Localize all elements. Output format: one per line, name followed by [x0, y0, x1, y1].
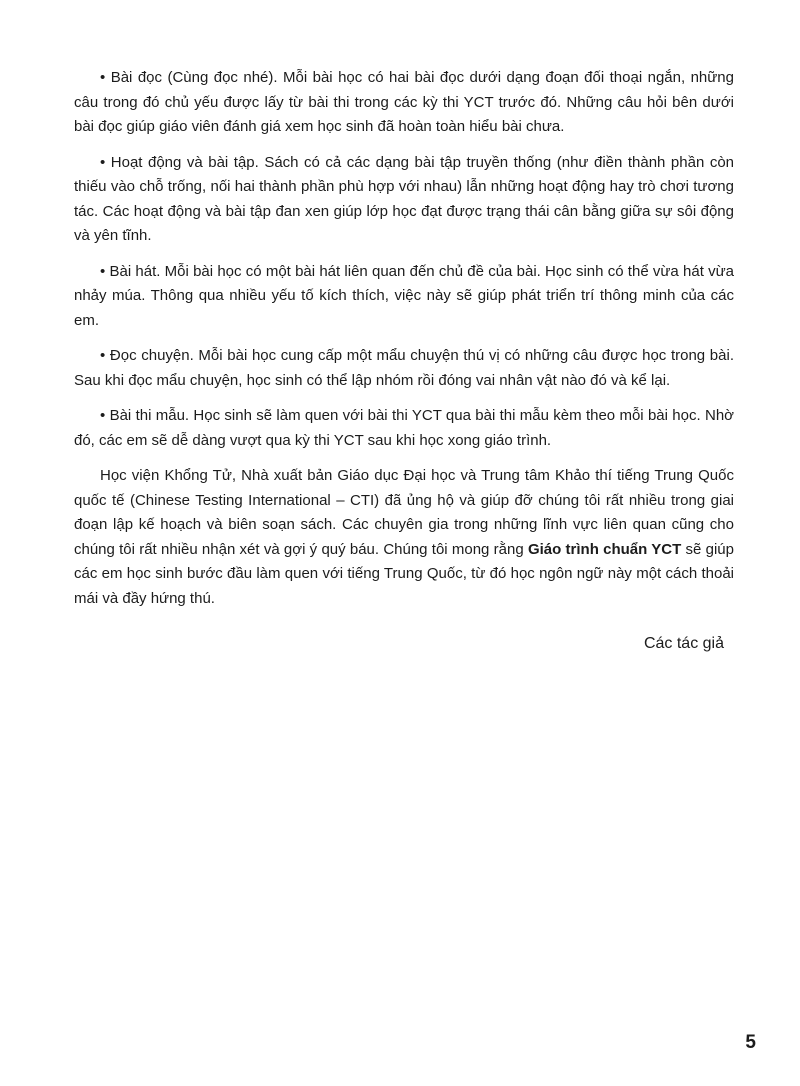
- paragraph-songs: • Bài hát. Mỗi bài học có một bài hát liên quan đến chủ đề của bài. Học sinh có thể vừa hát vừa nhảy múa. Thông qua nhiều yếu tố kích thích, việc này sẽ giúp phát triển trí thông minh của các em.: [74, 262, 734, 329]
- book-title-bold: Giáo trình chuẩn YCT: [527, 540, 682, 558]
- acknowledgement-text-start: Học viện Khổng Tử, Nhà xuất bản Giáo dục Đại học và Trung tâm Khảo thí tiếng Trung Quốc quốc tế (Chinese Testing International – CTI) đã ủng hộ và giúp đỡ chúng tôi rất nhiều trong giai đoạn lập kế hoạch và biên soạn sách. Các chuyên gia trong những lĩnh vực liên quan cũng cho chúng tôi rất nhiều nhận xét và gợi ý quý báu. Chúng tôi mong rằng: [74, 467, 734, 558]
- paragraph-reading: • Bài đọc (Cùng đọc nhé). Mỗi bài học có hai bài đọc dưới dạng đoạn đối thoại ngắn, những câu trong đó chủ yếu được lấy từ bài thi trong các kỳ thi YCT trước đó. Những câu hỏi bên dưới bài đọc giúp giáo viên đánh giá xem học sinh đã hoàn toàn hiểu bài chưa.: [74, 69, 734, 135]
- page-number: 5: [745, 1032, 756, 1053]
- paragraph-stories: • Đọc chuyện. Mỗi bài học cung cấp một mẩu chuyện thú vị có những câu được học trong bài. Sau khi đọc mẩu chuyện, học sinh có thể lập nhóm rồi đóng vai nhân vật nào đó và kể lại.: [74, 347, 734, 389]
- author-signature: Các tác giả: [643, 635, 724, 652]
- acknowledgement-text-end: sẽ giúp các em học sinh bước đầu làm quen với tiếng Trung Quốc, từ đó học ngôn ngữ này một cách thoải mái và đầy hứng thú.: [74, 540, 734, 607]
- paragraph-sample-test: • Bài thi mẫu. Học sinh sẽ làm quen với bài thi YCT qua bài thi mẫu kèm theo mỗi bài học. Nhờ đó, các em sẽ dễ dàng vượt qua kỳ thi YCT sau khi học xong giáo trình.: [74, 407, 734, 449]
- paragraph-activities: • Hoạt động và bài tập. Sách có cả các dạng bài tập truyền thống (như điền thành phần còn thiếu vào chỗ trống, nối hai thành phần phù hợp với nhau) lẫn những hoạt động hay trò chơi tương tác. Các hoạt động và bài tập đan xen giúp lớp học đạt được trạng thái cân bằng giữa sự sôi động và yên tĩnh.: [74, 153, 734, 244]
- page-body: [74, 66, 734, 622]
- paragraph-acknowledgement: [74, 464, 734, 611]
